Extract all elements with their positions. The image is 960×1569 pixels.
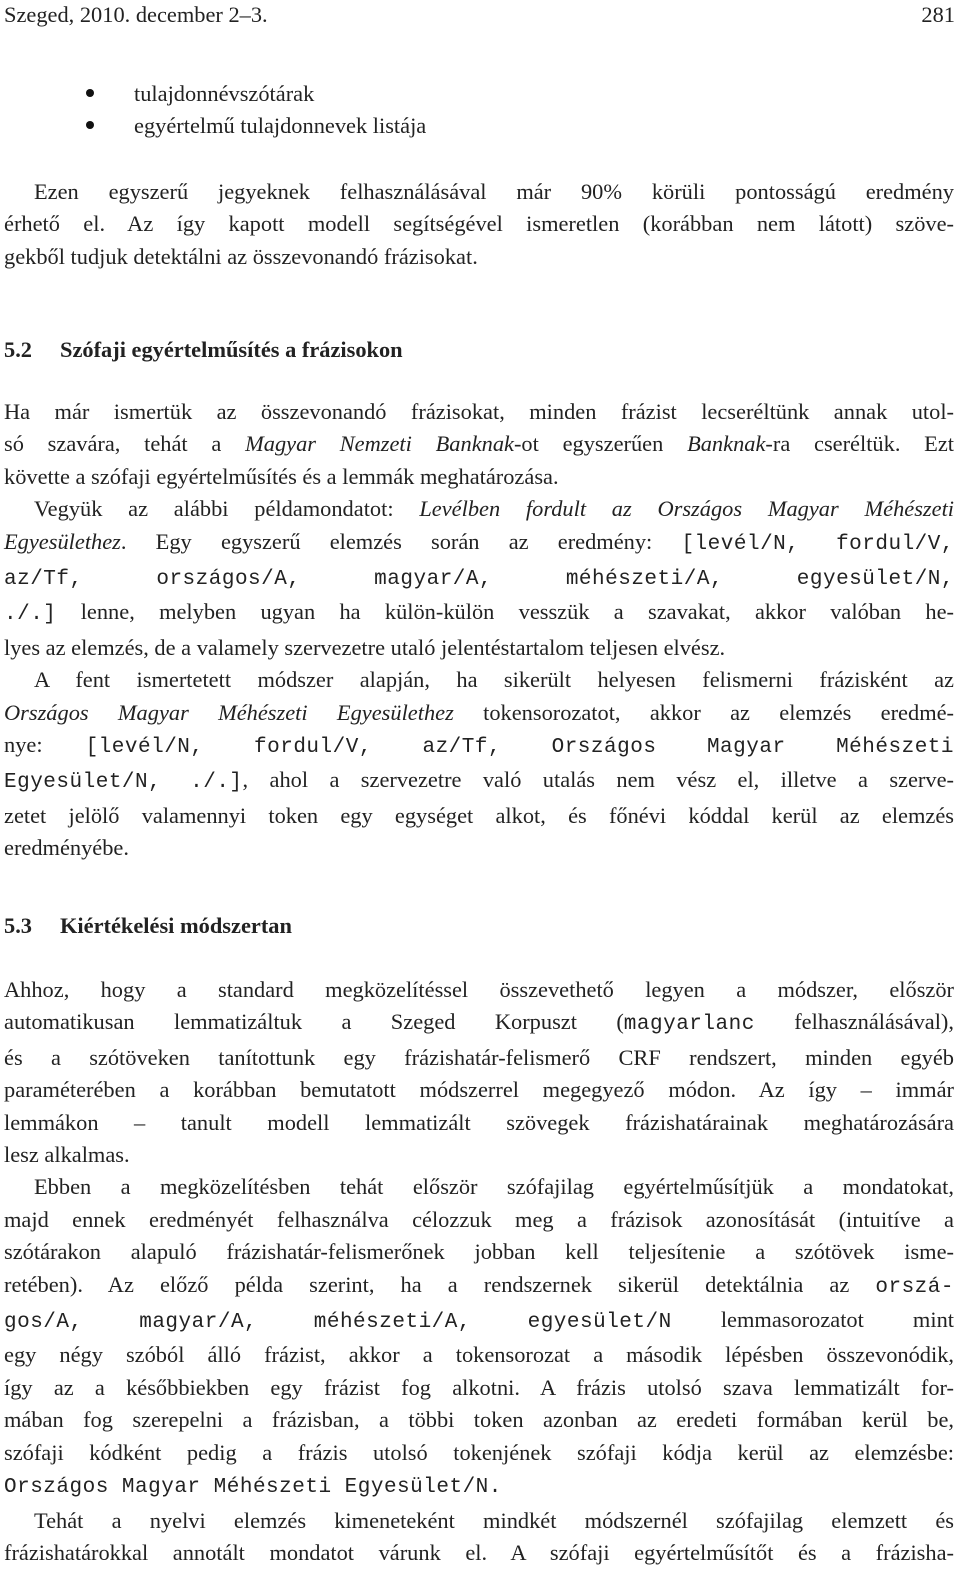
text-line: Ahhoz, hogy a standard megközelítéssel összevethető legyen a módszer, először [4, 977, 954, 1002]
text-run: retében). Az előző példa szerint, ha a rendszernek sikerül detektálnia az [4, 1271, 876, 1297]
text-line: lyes az elemzés, de a valamely szervezetre utaló jelentéstartalom teljesen elvész. [4, 634, 726, 660]
text-line: majd ennek eredményét felhasználva célozzuk meg a frázisok azonosítását (intuitíve a [4, 1206, 954, 1232]
code-run: az/Tf, országos/A, magyar/A, méhészeti/A, egyesület/N, [4, 568, 954, 592]
text-run: Vegyük az alábbi példamondatot: [34, 496, 420, 522]
code-run: [levél/N, fordul/V, az/Tf, Országos Magyar Méhészeti [85, 736, 954, 760]
text-line: szótárakon alapuló frázishatár-felismerőnek jobban kell teljesítenie a szótövek isme- [4, 1239, 954, 1265]
bullet-dot-icon [86, 121, 94, 129]
list-item-text: tulajdonnévszótárak [134, 81, 315, 106]
text-line: Tehát a nyelvi elemzés kimeneteként mindkét módszernél szófajilag elemzett és [34, 1507, 954, 1533]
code-run: magyarlanc [623, 1013, 755, 1037]
text-run: lemmasorozatot mint [671, 1307, 954, 1333]
italic-run: Levélben fordult az Országos Magyar Méhészeti [419, 496, 955, 522]
intro-paragraph [4, 176, 954, 273]
text-line: eredményébe. [4, 835, 129, 861]
text-line [4, 1006, 954, 1041]
text-line: követte a szófaji egyértelműsítés és a lemmák meghatározása. [4, 463, 559, 489]
bullet-list [0, 78, 955, 143]
italic-run: Magyar Nemzeti Banknak [245, 431, 514, 457]
text-line [4, 1304, 954, 1339]
text-run: , ahol a szervezetre való utalás nem vész el, illetve a szerve- [242, 767, 954, 793]
text-run: tokensorozatot, akkor az elemzés eredmé- [453, 699, 955, 725]
text-line: gekből tudjuk detektálni az összevonandó frázisokat. [4, 243, 478, 269]
text-line: egy négy szóból álló frázist, akkor a tokensorozat a második lépésben összevonódik, [4, 1342, 954, 1368]
list-item [0, 78, 955, 110]
text-line [4, 1269, 954, 1304]
italic-run: Országos Magyar Méhészeti Egyesülethez [4, 699, 454, 725]
running-head: Szeged, 2010. december 2–3. [4, 2, 268, 27]
text-line [4, 596, 954, 631]
text-line: zetet jelölő valamennyi token egy egységet alkot, és főnévi kóddal kerül az elemzés [4, 802, 954, 828]
text-line: lesz alkalmas. [4, 1142, 130, 1168]
code-run: [levél/N, fordul/V, [681, 532, 954, 556]
section-heading-5-3 [4, 910, 292, 942]
section-title: Kiértékelési módszertan [60, 913, 292, 938]
text-run: automatikusan lemmatizáltuk a Szeged Korpuszt ( [4, 1009, 624, 1035]
text-line [4, 526, 954, 561]
section-heading-5-2 [4, 334, 403, 366]
section-title: Szófaji egyértelműsítés a frázisokon [60, 337, 403, 362]
code-run: ./.] [4, 603, 57, 627]
text-run: felhasználásával), [754, 1009, 954, 1035]
text-line: paraméterében a korábban bemutatott módszerrel megegyező módon. Az így – immár [4, 1077, 954, 1103]
section-5-2-body [4, 396, 954, 865]
text-line [4, 697, 954, 729]
list-item-text: egyértelmű tulajdonnevek listája [134, 113, 427, 139]
italic-run: Banknak [687, 431, 766, 457]
code-run: orszá- [875, 1275, 954, 1299]
text-line: és a szótöveken tanítottunk egy frázishatár-felismerő CRF rendszert, minden egyéb [4, 1044, 954, 1070]
text-line [4, 428, 954, 460]
text-line [4, 561, 954, 596]
code-run: Egyesület/N, ./.] [4, 771, 243, 795]
text-line: A fent ismertetett módszer alapján, ha sikerült helyesen felismerni frázisként az [34, 667, 954, 693]
text-line: mában fog szerepelni a frázisban, a többi token azonban az eredeti formában kerül be, [4, 1407, 954, 1433]
text-line: frázishatárokkal annotált mondatot várunk el. A szófaji egyértelműsítőt és a frázisha- [4, 1539, 954, 1565]
page-header [0, 0, 955, 30]
section-5-3-body [4, 974, 954, 1569]
italic-run: Egyesülethez [4, 528, 121, 554]
code-run: gos/A, magyar/A, méhészeti/A, egyesület/N [4, 1311, 672, 1335]
bullet-dot-icon [86, 89, 94, 97]
text-line: szófaji kódként pedig a frázis utolsó tokenjének szófaji kódja kerül az elemzésbe: [4, 1439, 954, 1465]
text-line: Ha már ismertük az összevonandó frázisokat, minden frázist lecseréltünk annak utol- [4, 399, 954, 424]
text-run: só szavára, tehát a [4, 431, 246, 457]
text-line: így az a későbbiekben egy frázist fog alkotni. A frázis utolsó szava lemmatizált for- [4, 1374, 954, 1400]
text-line [4, 1469, 954, 1504]
list-item [0, 110, 955, 142]
text-line [4, 493, 954, 525]
text-run: -ra cseréltük. Ezt [765, 431, 955, 457]
text-line: érhető el. Az így kapott modell segítségével ismeretlen (korábban nem látott) szöve- [4, 211, 954, 237]
text-line: Ezen egyszerű jegyeknek felhasználásával már 90% körüli pontosságú eredmény [34, 179, 954, 204]
text-line [4, 729, 954, 764]
text-run: lenne, melyben ugyan ha külön-külön vesszük a szavakat, akkor valóban he- [56, 599, 954, 625]
text-run: . Egy egyszerű elemzés során az eredmény: [120, 528, 682, 554]
text-run: -ot egyszerűen [513, 431, 688, 457]
code-run: Országos Magyar Méhészeti Egyesület/N. [4, 1476, 502, 1500]
text-line: Ebben a megközelítésben tehát először szófajilag egyértelműsítjük a mondatokat, [34, 1174, 954, 1200]
text-line [4, 764, 954, 799]
text-run: nye: [4, 732, 86, 758]
text-line: lemmákon – tanult modell lemmatizált szövegek frázishatárainak meghatározására [4, 1109, 954, 1135]
section-number: 5.3 [4, 913, 32, 938]
section-number: 5.2 [4, 337, 32, 362]
page-number: 281 [921, 2, 955, 27]
